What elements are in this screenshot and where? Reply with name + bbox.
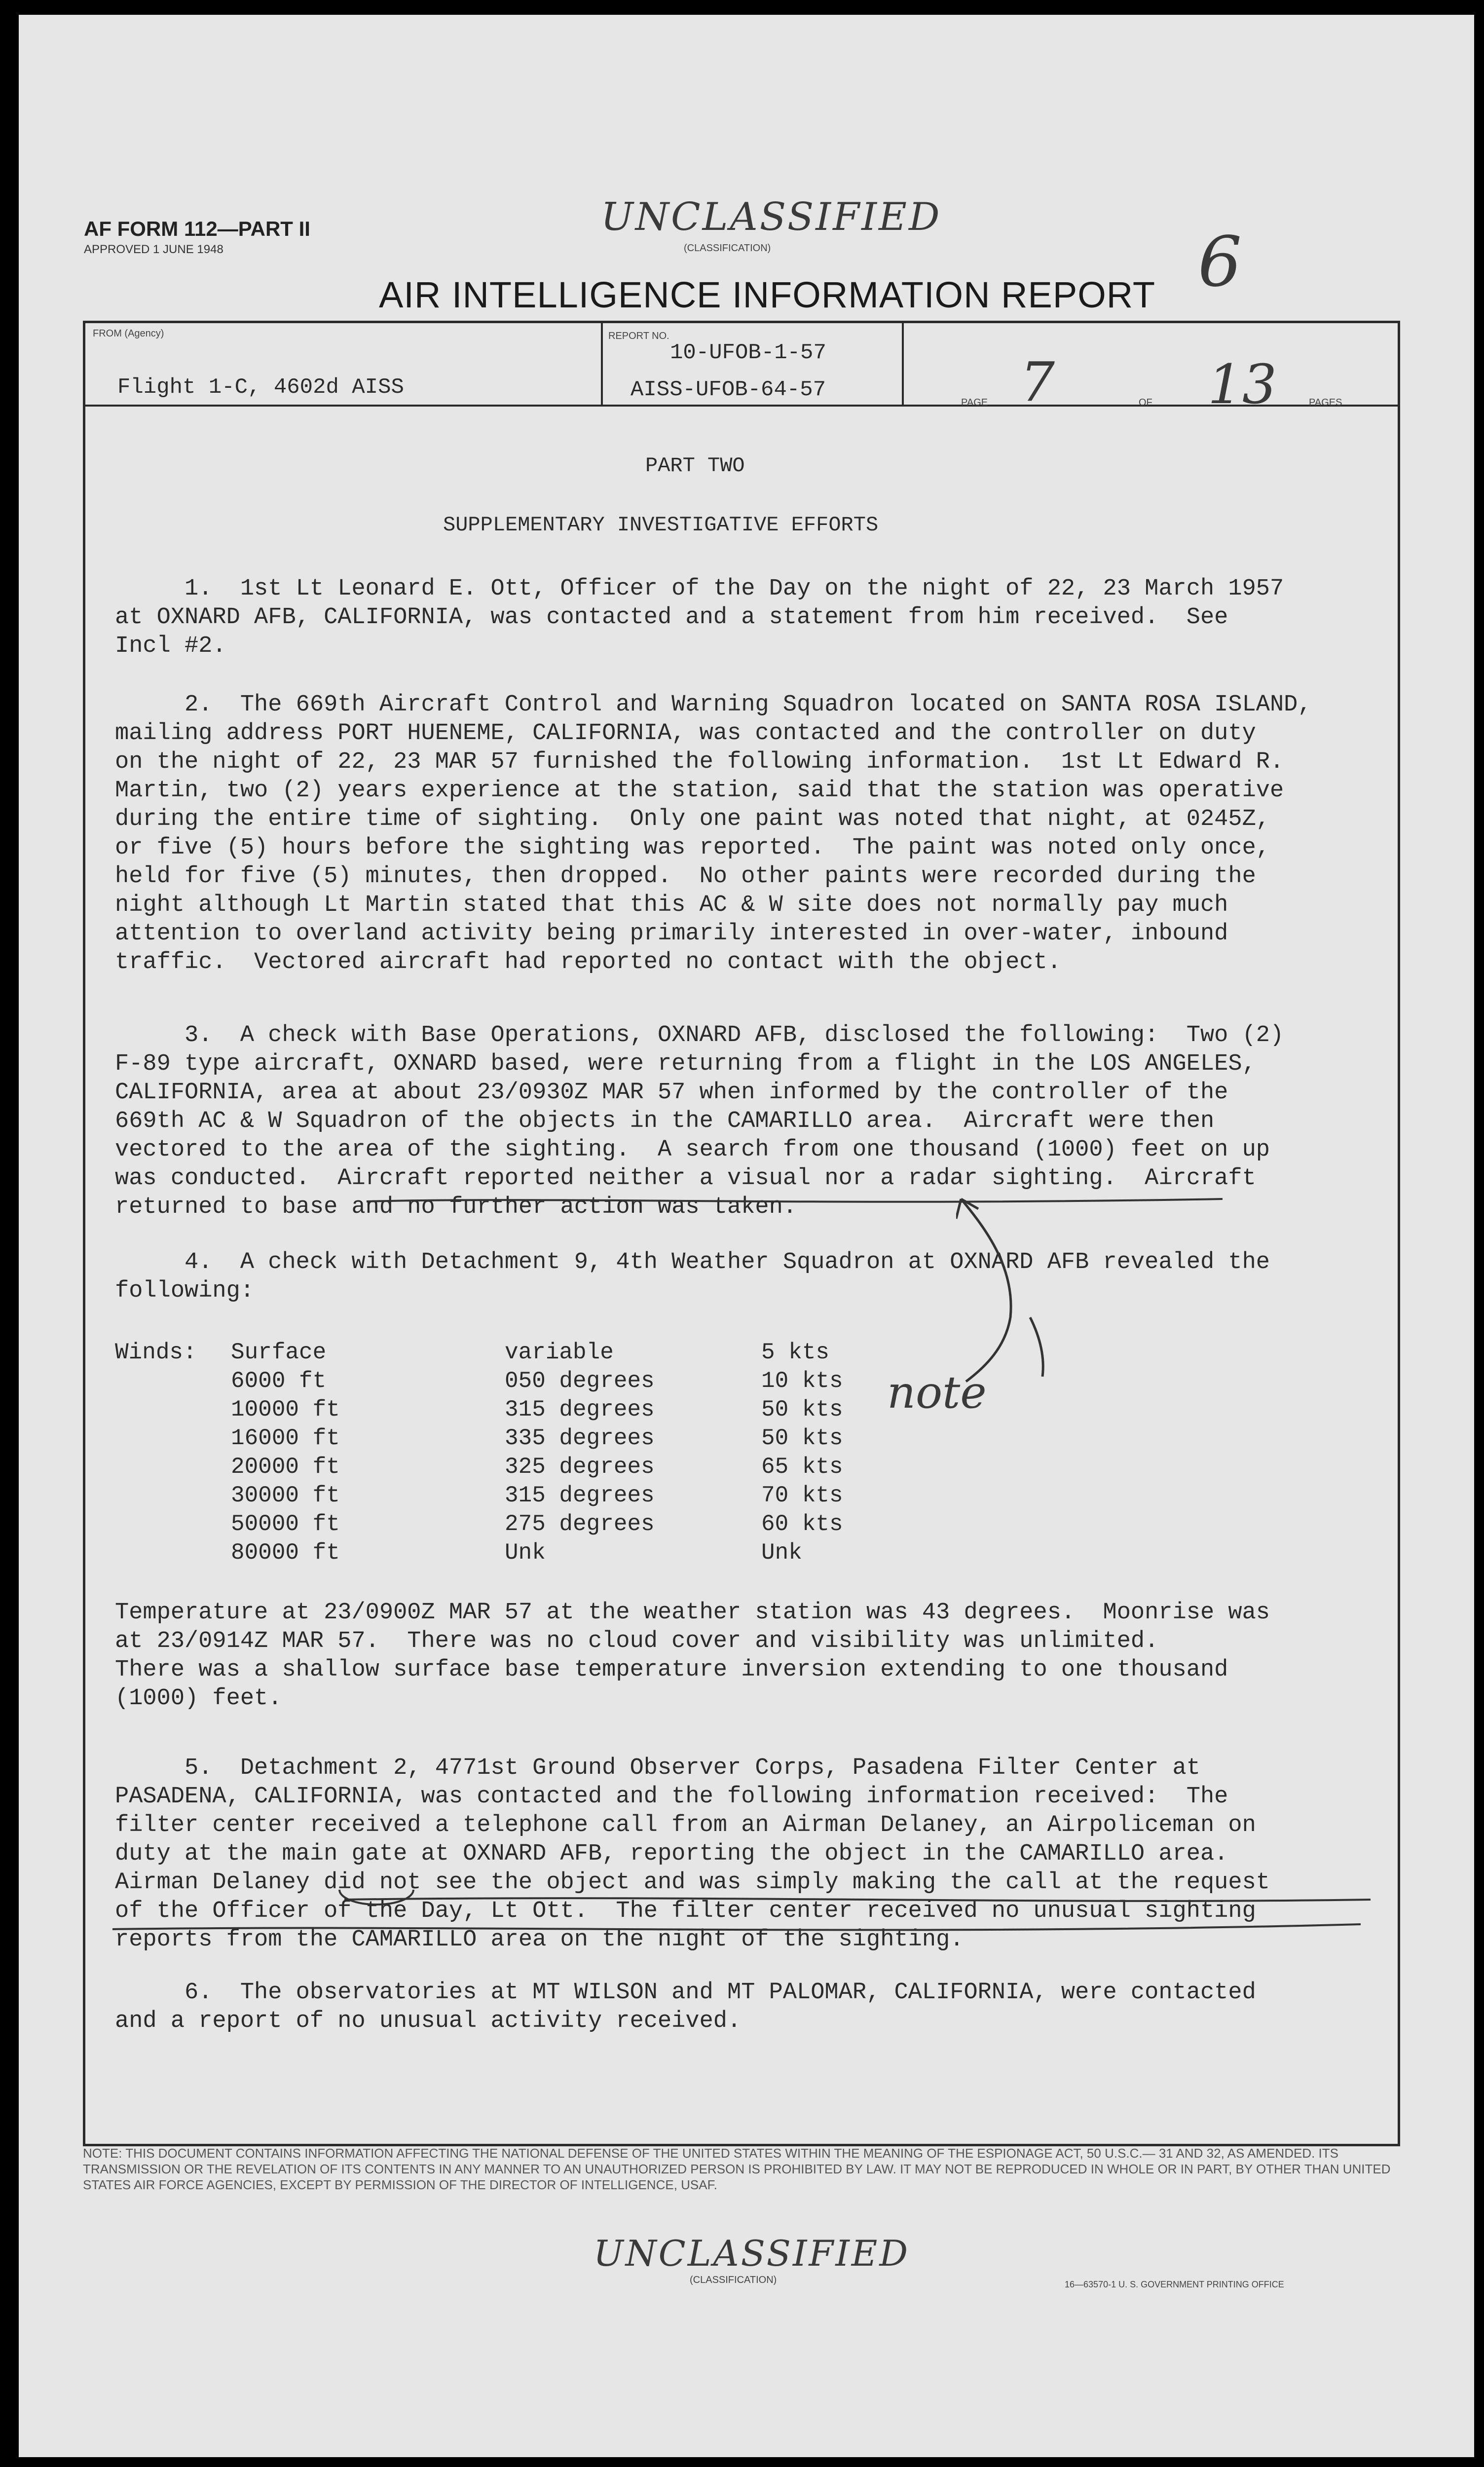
- winds-direction: 315 degrees: [505, 1483, 655, 1508]
- winds-label: Winds:: [115, 1340, 197, 1365]
- footer-notice: NOTE: THIS DOCUMENT CONTAINS INFORMATION AFFECTING THE NATIONAL DEFENSE OF THE UNITED STATES WITHIN THE MEANING OF THE ESPIONAGE ACT, 50 U.S.C.— 31 AND 32, AS AMENDED. ITS TRANSMISSION OR THE REVELATION OF ITS CONTENTS IN ANY MANNER TO AN UNAUTHORIZED PERSON IS PROHIBITED BY LAW. IT MAY NOT BE REPRODUCED IN WHOLE OR IN PART, BY OTHER THAN UNITED STATES AIR FORCE AGENCIES, EXCEPT BY PERMISSION OF THE DIRECTOR OF INTELLIGENCE, USAF.: [83, 2146, 1391, 2192]
- winds-altitude: 6000 ft: [231, 1368, 327, 1394]
- report-no-caption: REPORT NO.: [608, 331, 669, 341]
- paragraph-6: 6. The observatories at MT WILSON and MT PALOMAR, CALIFORNIA, were contacted and a report of no unusual activity received.: [115, 1980, 1256, 2034]
- winds-speed: 50 kts: [761, 1425, 843, 1451]
- page-number: 7: [1020, 350, 1055, 413]
- handwritten-note: note: [887, 1367, 987, 1419]
- winds-direction: 050 degrees: [505, 1368, 655, 1394]
- printing-office-imprint: 16—63570-1 U. S. GOVERNMENT PRINTING OFFICE: [1065, 2280, 1284, 2289]
- section-heading: SUPPLEMENTARY INVESTIGATIVE EFFORTS: [443, 513, 879, 537]
- report-title: AIR INTELLIGENCE INFORMATION REPORT: [379, 274, 1156, 315]
- winds-altitude: Surface: [231, 1340, 327, 1365]
- winds-speed: 5 kts: [761, 1340, 830, 1365]
- classification-top: UNCLASSIFIED: [601, 195, 942, 239]
- underline-aircraft-report: [364, 1194, 1227, 1209]
- handwritten-page-mark: 6: [1198, 222, 1242, 302]
- winds-speed: 65 kts: [761, 1454, 843, 1480]
- report-no-2: AISS-UFOB-64-57: [631, 377, 826, 402]
- header-divider-v1: [601, 321, 603, 406]
- winds-altitude: 50000 ft: [231, 1511, 340, 1537]
- winds-speed: 60 kts: [761, 1511, 843, 1537]
- underline-filter-center: [108, 1890, 1390, 1949]
- winds-altitude: 30000 ft: [231, 1483, 340, 1508]
- winds-altitude: 20000 ft: [231, 1454, 340, 1480]
- classification-bottom: UNCLASSIFIED: [594, 2233, 910, 2274]
- winds-direction: 315 degrees: [505, 1397, 655, 1422]
- page-caption: PAGE: [961, 397, 988, 408]
- report-no-1: 10-UFOB-1-57: [670, 340, 826, 365]
- winds-direction: 325 degrees: [505, 1454, 655, 1480]
- winds-speed: Unk: [761, 1540, 802, 1566]
- winds-direction: 335 degrees: [505, 1425, 655, 1451]
- form-approval-date: APPROVED 1 JUNE 1948: [84, 243, 223, 256]
- paragraph-5: 5. Detachment 2, 4771st Ground Observer Corps, Pasadena Filter Center at PASADENA, CALIFORNIA, was contacted and the following information received: The filter center received a telephone call from an Airman Delaney, an Airpoliceman on duty at the main gate at OXNARD AFB, reporting the object in the CAMARILLO area. Airman Delaney did not see the object and was simply making the call at the request of the Officer of the Day, Lt Ott. The filter center received no unusual sighting reports from the CAMARILLO area on the night of the sighting.: [115, 1755, 1270, 1953]
- winds-direction: variable: [505, 1340, 614, 1365]
- document-page: [19, 15, 1474, 2457]
- winds-altitude: 16000 ft: [231, 1425, 340, 1451]
- winds-altitude: 80000 ft: [231, 1540, 340, 1566]
- from-value: Flight 1-C, 4602d AISS: [117, 375, 404, 400]
- pages-caption: PAGES: [1309, 397, 1342, 408]
- winds-speed: 50 kts: [761, 1397, 843, 1422]
- paragraph-4: 4. A check with Detachment 9, 4th Weather Squadron at OXNARD AFB revealed the following:: [115, 1249, 1270, 1304]
- of-caption: OF: [1139, 397, 1152, 408]
- handwritten-arrow-icon: [956, 1189, 1084, 1396]
- paragraph-3: 3. A check with Base Operations, OXNARD AFB, disclosed the following: Two (2) F-89 type aircraft, OXNARD based, were returning from a flight in the LOS ANGELES, CALIFORNIA, area at about 23/0930Z MAR 57 when informed by the controller of the 669th AC & W Squadron of the objects in the CAMARILLO area. Aircraft were then vectored to the area of the sighting. A search from one thousand (1000) feet on up was conducted. Aircraft reported neither a visual nor a radar sighting. Aircraft returned to base and no further action was taken.: [115, 1022, 1284, 1220]
- part-heading: PART TWO: [645, 454, 745, 478]
- classification-caption-bottom: (CLASSIFICATION): [690, 2275, 777, 2285]
- header-divider: [83, 405, 1400, 407]
- paragraph-4-weather: Temperature at 23/0900Z MAR 57 at the weather station was 43 degrees. Moonrise was at 23/0914Z MAR 57. There was no cloud cover and visibility was unlimited. There was a shallow surface base temperature inversion extending to one thousand (1000) feet.: [115, 1600, 1270, 1712]
- header-divider-v2: [902, 321, 904, 406]
- winds-direction: 275 degrees: [505, 1511, 655, 1537]
- winds-direction: Unk: [505, 1540, 546, 1566]
- page-total: 13: [1208, 353, 1277, 416]
- classification-caption-top: (CLASSIFICATION): [684, 243, 771, 254]
- paragraph-1: 1. 1st Lt Leonard E. Ott, Officer of the Day on the night of 22, 23 March 1957 at OXNARD AFB, CALIFORNIA, was contacted and a statement from him received. See Incl #2.: [115, 576, 1284, 659]
- winds-speed: 10 kts: [761, 1368, 843, 1394]
- winds-altitude: 10000 ft: [231, 1397, 340, 1422]
- paragraph-2: 2. The 669th Aircraft Control and Warning Squadron located on SANTA ROSA ISLAND, mailing address PORT HUENEME, CALIFORNIA, was contacted and the controller on duty on the night of 22, 23 MAR 57 furnished the following information. 1st Lt Edward R. Martin, two (2) years experience at the station, said that the station was operative during the entire time of sighting. Only one paint was noted that night, at 0245Z, or five (5) hours before the sighting was reported. The paint was noted only once, held for five (5) minutes, then dropped. No other paints were recorded during the night although Lt Martin stated that this AC & W site does not normally pay much attention to overland activity being primarily interested in over-water, inbound traffic. Vectored aircraft had reported no contact with the object.: [115, 692, 1312, 975]
- winds-speed: 70 kts: [761, 1483, 843, 1508]
- from-caption: FROM (Agency): [93, 328, 164, 339]
- form-id: AF FORM 112—PART II: [84, 217, 310, 240]
